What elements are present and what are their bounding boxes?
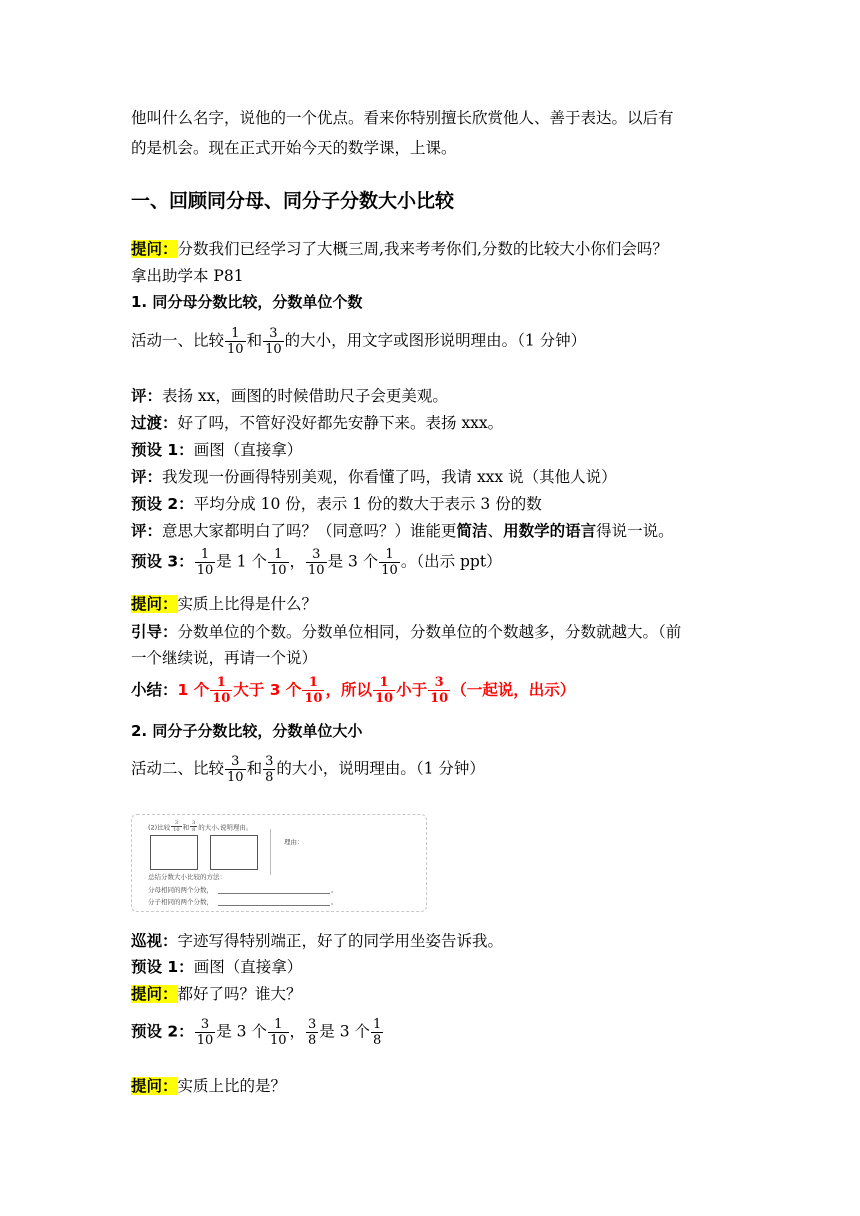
summary-title: 总结分数大小比较的方法： [148, 873, 226, 881]
fraction [302, 676, 324, 705]
fraction [371, 1018, 383, 1047]
fraction [263, 327, 284, 356]
denominator: 10 [227, 769, 244, 785]
question-line [131, 1074, 286, 1096]
intro-line-2: 的是机会。现在正式开始今天的数学课，上课。 [131, 139, 457, 157]
denominator: 10 [304, 690, 323, 706]
numerator: 3 [200, 1017, 210, 1032]
denominator: 10 [374, 690, 394, 706]
preset-text: ， [289, 552, 306, 571]
numerator: 1 [274, 547, 283, 562]
numerator: 1 [200, 547, 210, 562]
preset-text: 平均分成 10 份，表示 1 份的数大于表示 3 份的数 [193, 495, 542, 513]
question-text: 实质上比的是？ [177, 1077, 287, 1095]
rule-1-period: 。 [331, 886, 338, 894]
activity-1-suffix: 的大小，用文字或图形说明理由。（1 分钟） [284, 331, 587, 350]
numerator: 1 [379, 675, 389, 690]
preset-label: 预设 1： [131, 958, 194, 976]
question-text: 都好了吗？谁大？ [177, 985, 302, 1003]
comment-line [131, 465, 617, 487]
fraction [263, 755, 275, 784]
transition-line [131, 411, 503, 433]
preset-text: 是 3 个 [216, 1022, 267, 1041]
heading-same-denominator: 1. 同分母分数比较，分数单位个数 [131, 293, 363, 311]
preset-label: 预设 2： [131, 495, 194, 513]
comment-line [131, 384, 448, 406]
emphasis-text: 简洁 [456, 522, 488, 540]
preset-2-line [131, 1018, 384, 1047]
rule-2-period: 。 [331, 898, 338, 906]
emphasis-text: 用数学的语言 [503, 522, 597, 540]
fraction [306, 1018, 318, 1047]
numerator: 1 [373, 1017, 382, 1032]
summary-text: 1 个 [177, 681, 210, 700]
transition-text: 好了吗，不管好没好都先安静下来。表扬 xxx。 [177, 414, 504, 432]
drawing-box [150, 835, 198, 870]
question-label: 提问： [131, 240, 178, 258]
comment-text: 我发现一份画得特别美观，你看懂了吗，我请 xxx 说（其他人说） [162, 468, 617, 486]
summary-text: ，所以 [325, 681, 372, 700]
workbook-exercise-image [131, 814, 427, 912]
summary-text: 小于 [396, 681, 428, 700]
guide-line-2: 一个继续说，再请一个说） [131, 649, 318, 667]
guide-line [131, 620, 681, 642]
section-title: 一、回顾同分母、同分子分数大小比较 [131, 190, 455, 212]
comment-text: 、 [487, 522, 504, 540]
preset-text: 。（出示 ppt） [400, 552, 502, 571]
denominator: 10 [430, 690, 449, 706]
activity-1-mid: 和 [246, 331, 263, 350]
fraction [195, 1018, 216, 1047]
denominator: 10 [196, 562, 214, 578]
drawing-box [210, 835, 258, 870]
numerator: 3 [265, 754, 274, 769]
numerator: 1 [385, 547, 394, 562]
comment-label: 评： [131, 387, 163, 405]
fraction [171, 821, 181, 834]
activity-1-prefix: 活动一、比较 [131, 331, 225, 350]
denominator: 10 [173, 827, 180, 834]
fraction [373, 676, 395, 705]
fraction [268, 548, 289, 577]
preset-1-line [131, 438, 302, 460]
denominator: 10 [269, 1032, 287, 1048]
question-text: 实质上比得是什么？ [177, 595, 318, 613]
denominator: 8 [265, 769, 274, 785]
question-1-line-2: 拿出助学本 P81 [131, 267, 244, 285]
preset-3-line [131, 548, 502, 577]
patrol-label: 巡视： [131, 932, 178, 950]
comment-label: 评： [131, 468, 163, 486]
summary-label: 小结： [131, 681, 178, 700]
numerator: 3 [269, 326, 278, 341]
numerator: 1 [274, 1017, 283, 1032]
denominator: 8 [308, 1032, 317, 1048]
comment-label: 评： [131, 522, 163, 540]
preset-2-line [131, 492, 542, 514]
preset-text: 是 3 个 [319, 1022, 371, 1041]
summary-line [131, 676, 575, 705]
denominator: 10 [227, 341, 244, 357]
activity-2-mid: 和 [246, 759, 263, 778]
numerator: 1 [308, 675, 318, 690]
numerator: 3 [312, 547, 321, 562]
patrol-line [131, 929, 503, 951]
fraction [225, 755, 246, 784]
answer-line [218, 905, 330, 906]
workbook-question-text: 的大小,说明理由。 [198, 823, 253, 832]
numerator: 3 [174, 820, 178, 826]
fraction [379, 548, 400, 577]
summary-text: 大于 3 个 [233, 681, 302, 700]
denominator: 10 [308, 562, 325, 578]
rule-1-label: 分母相同的两个分数， [148, 886, 213, 894]
transition-label: 过渡： [131, 414, 178, 432]
preset-text: 是 1 个 [216, 552, 267, 571]
preset-text: ， [289, 1022, 306, 1041]
numerator: 3 [434, 675, 444, 690]
activity-2-prefix: 活动二、比较 [131, 759, 225, 778]
answer-line [218, 893, 330, 894]
guide-text: 分数单位的个数。分数单位相同，分数单位的个数越多，分数就越大。（前 [177, 623, 682, 641]
comment-text: 表扬 xx，画图的时候借助尺子会更美观。 [162, 387, 448, 405]
numerator: 1 [231, 326, 240, 341]
fraction [190, 821, 197, 834]
guide-label: 引导： [131, 623, 178, 641]
denominator: 8 [373, 1032, 382, 1048]
reason-label: 理由： [284, 838, 304, 846]
fraction [428, 676, 450, 705]
denominator: 10 [381, 562, 398, 578]
question-1 [131, 237, 668, 259]
preset-text: 画图（直接拿） [193, 441, 303, 459]
numerator: 3 [192, 820, 196, 826]
activity-1 [131, 327, 586, 356]
rule-2-label: 分子相同的两个分数， [148, 898, 213, 906]
question-line [131, 982, 302, 1004]
denominator: 10 [265, 341, 282, 357]
intro-line-1: 他叫什么名字，说他的一个优点。看来你特别擅长欣赏他人、善于表达。以后有 [131, 109, 674, 127]
question-label: 提问： [131, 1077, 178, 1095]
preset-1-line [131, 955, 302, 977]
denominator: 8 [192, 827, 196, 834]
preset-text: 画图（直接拿） [193, 958, 303, 976]
comment-text: 得说一说。 [596, 522, 674, 540]
denominator: 10 [269, 562, 287, 578]
workbook-question-text: (2)比较 [148, 823, 171, 832]
fraction [268, 1018, 289, 1047]
numerator: 3 [231, 754, 240, 769]
comment-text: 意思大家都明白了吗？（同意吗？）谁能更 [162, 522, 457, 540]
preset-label: 预设 2： [131, 1022, 194, 1041]
workbook-question-text: 和 [182, 823, 190, 832]
question-label: 提问： [131, 595, 178, 613]
question-text: 分数我们已经学习了大概三周,我来考考你们,分数的比较大小你们会吗？ [177, 240, 668, 258]
heading-same-numerator: 2. 同分子分数比较，分数单位大小 [131, 722, 363, 740]
comment-line [131, 519, 674, 541]
summary-text: （一起说，出示） [451, 681, 576, 700]
activity-2-suffix: 的大小，说明理由。（1 分钟） [276, 759, 485, 778]
activity-2 [131, 755, 485, 784]
denominator: 10 [212, 690, 231, 706]
preset-label: 预设 1： [131, 441, 194, 459]
preset-label: 预设 3： [131, 552, 194, 571]
question-line [131, 592, 317, 614]
fraction [210, 676, 232, 705]
denominator: 10 [196, 1032, 214, 1048]
question-label: 提问： [131, 985, 178, 1003]
numerator: 3 [308, 1017, 317, 1032]
fraction [195, 548, 216, 577]
fraction [306, 548, 327, 577]
fraction [225, 327, 246, 356]
divider [270, 829, 271, 875]
patrol-text: 字迹写得特别端正，好了的同学用坐姿告诉我。 [177, 932, 504, 950]
preset-text: 是 3 个 [327, 552, 379, 571]
workbook-question [148, 821, 252, 834]
numerator: 1 [216, 675, 226, 690]
